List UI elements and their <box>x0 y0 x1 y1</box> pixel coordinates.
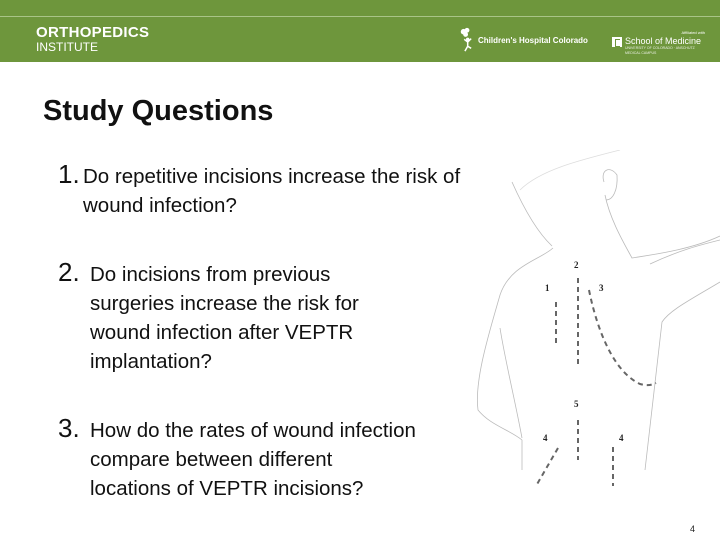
affiliation-text: Affiliated with <box>681 30 705 35</box>
header-divider <box>0 16 720 17</box>
school-subtext: UNIVERSITY OF COLORADO · ANSCHUTZ MEDICAL CAMPUS <box>625 46 695 55</box>
body-outline <box>477 150 720 470</box>
page-number: 4 <box>690 524 696 534</box>
question-text: Do incisions from previous surgeries increase the risk for wound infection after VEPTR implantation? <box>90 263 359 373</box>
incision-label-4-right: 4 <box>619 433 624 443</box>
question-text: Do repetitive incisions increase the risk of wound infection? <box>83 165 461 217</box>
incision-label-5: 5 <box>574 399 579 409</box>
incision-lines <box>536 278 656 486</box>
question-number: 1. <box>58 159 80 189</box>
header-banner <box>0 0 720 62</box>
question-3 <box>58 413 418 503</box>
incision-label-1: 1 <box>545 283 550 293</box>
incision-label-4-left: 4 <box>543 433 548 443</box>
question-number: 2. <box>58 257 80 287</box>
child-balloon-icon <box>458 22 476 58</box>
incision-label-2: 2 <box>574 260 579 270</box>
school-of-medicine-logo <box>612 30 716 56</box>
brand-line1: ORTHOPEDICS <box>36 24 150 41</box>
question-2 <box>58 257 418 376</box>
school-name: School of Medicine <box>625 36 702 46</box>
question-text: How do the rates of wound infection compare between different locations of VEPTR incisions? <box>90 419 416 500</box>
childrens-hospital-logo <box>458 22 604 58</box>
hospital-name: Children's Hospital Colorado <box>478 35 588 45</box>
back-incision-illustration <box>460 150 720 510</box>
question-1 <box>58 159 478 220</box>
slide-title: Study Questions <box>43 95 274 127</box>
cu-icon <box>612 37 622 47</box>
brand-line2: INSTITUTE <box>36 40 98 54</box>
orthopedics-institute-logo <box>36 25 149 55</box>
incision-label-3: 3 <box>599 283 604 293</box>
question-number: 3. <box>58 413 80 443</box>
